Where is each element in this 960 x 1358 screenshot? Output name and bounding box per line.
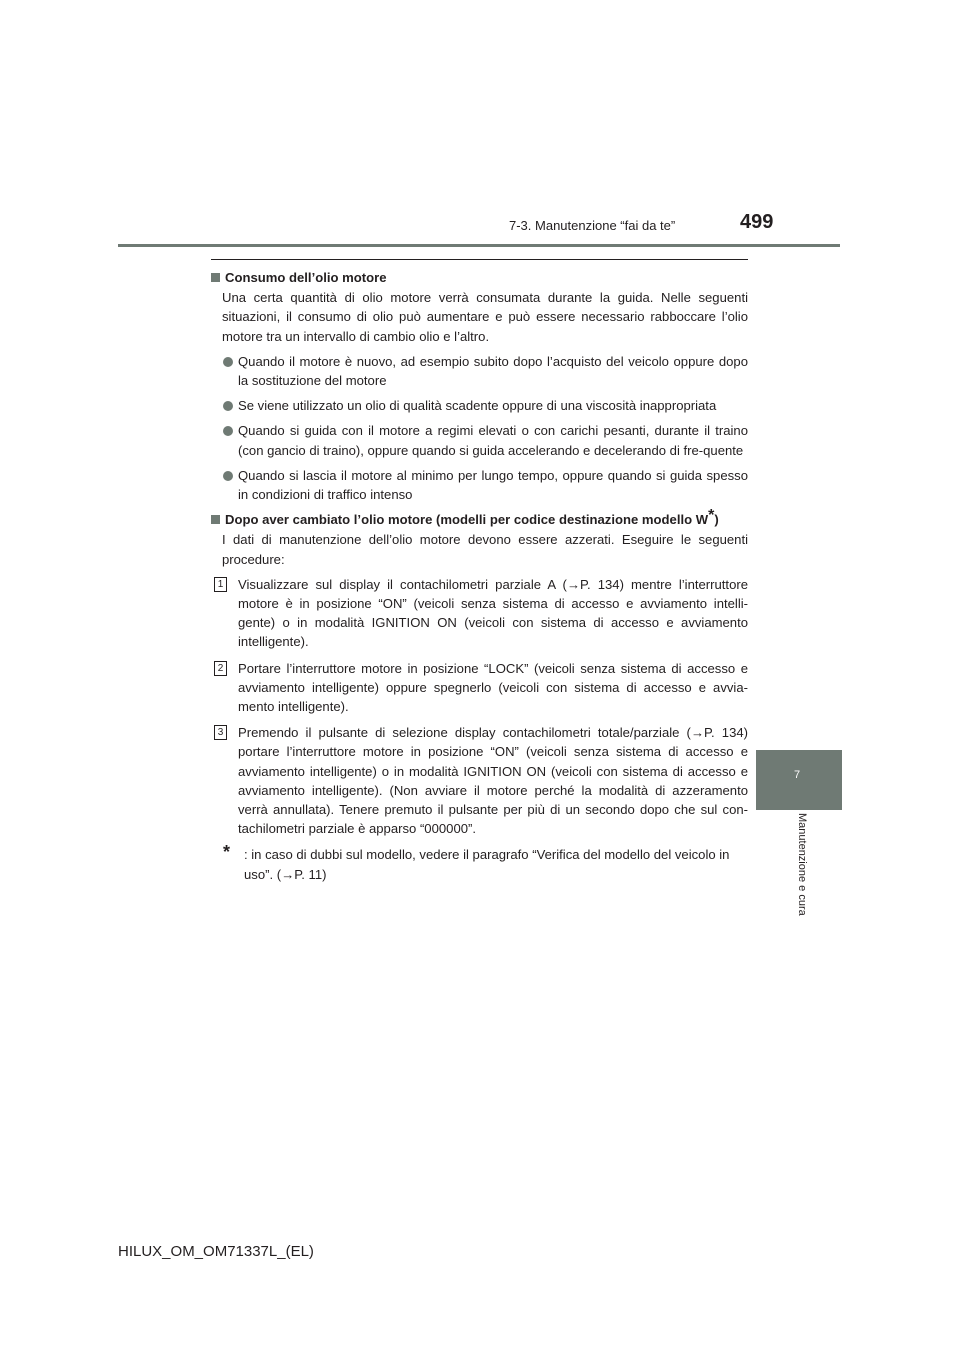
list-item-text: Quando si lascia il motore al minimo per lungo tempo, oppure quando si guida spesso in condizioni di traffico intenso	[238, 467, 748, 503]
footnote-asterisk: *	[223, 842, 231, 863]
list-item	[211, 396, 748, 415]
section-title: 7-3. Manutenzione “fai da te”	[509, 218, 676, 233]
chapter-number: 7	[794, 769, 801, 781]
step-text: Portare l’interruttore motore in posizione “LOCK” (veicoli senza sistema di accesso e avviamento intelligente) oppure spegnerlo (veicoli con sistema di accesso e avvia-mento intelligente).	[238, 660, 748, 715]
paragraph: I dati di manutenzione dell’olio motore devono essere azzerati. Eseguire le seguenti procedure:	[222, 532, 748, 567]
list-item-text: Se viene utilizzato un olio di qualità scadente oppure di una viscosità inappropriata	[238, 398, 717, 414]
section-heading-oil-reset	[211, 507, 748, 529]
square-bullet-icon	[211, 515, 220, 524]
heading-text: Dopo aver cambiato l’olio motore (modelli per codice destinazione modello W	[225, 512, 709, 528]
step-text: Visualizzare sul display il contachilometri parziale A (→P. 134) mentre l’interruttore motore è in posizione “ON” (veicoli senza sistema di accesso e avviamento intelli-gente) o in modalità IGNITION ON (veicoli con sistema di accesso e avviamento intelligente).	[238, 576, 748, 650]
list-item	[211, 421, 748, 459]
footnote	[211, 842, 748, 883]
step-item	[211, 575, 748, 652]
circle-bullet-icon	[223, 426, 233, 436]
step-number: 1	[214, 577, 227, 592]
square-bullet-icon	[211, 273, 220, 282]
list-item-text: Quando il motore è nuovo, ad esempio subito dopo l’acquisto del veicolo oppure dopo la sostituzione del motore	[238, 353, 748, 389]
header-rule	[118, 244, 840, 247]
footnote-text: : in caso di dubbi sul modello, vedere il paragrafo “Verifica del modello del veicolo in uso”. (→P. 11)	[244, 847, 730, 882]
document-code: HILUX_OM_OM71337L_(EL)	[118, 1243, 314, 1260]
section-heading-oil-consumption	[211, 268, 748, 287]
list-item	[211, 352, 748, 390]
circle-bullet-icon	[223, 471, 233, 481]
step-number: 3	[214, 725, 227, 740]
list-item-text: Quando si guida con il motore a regimi elevati o con carichi pesanti, durante il traino (con gancio di traino), oppure quando si guida accelerando e decelerando di fre-quente	[238, 423, 748, 458]
content-rule	[211, 259, 748, 260]
step-number: 2	[214, 661, 227, 676]
step-text: Premendo il pulsante di selezione display contachilometri totale/parziale (→P. 134) portare l’interruttore motore in posizione “ON” (veicoli senza sistema di accesso e avviamento intelligente) o in modalità IGNITION ON (veicoli con sistema di accesso e avviamento intelligente). (Non avviare il motore perché la modalità di azzeramento verrà annullata). Tenere premuto il pulsante per più di un secondo dopo che sul con-tachilometri parziale è apparso “000000”.	[238, 725, 748, 837]
heading-text: Consumo dell’olio motore	[225, 270, 387, 285]
circle-bullet-icon	[223, 357, 233, 367]
page-number: 499	[740, 211, 774, 233]
paragraph: Una certa quantità di olio motore verrà consumata durante la guida. Nelle seguenti situazioni, il consumo di olio può aumentare e può essere necessario rabboccare l’olio motore tra un intervallo di cambio olio e l’altro.	[222, 290, 748, 344]
page-content	[211, 268, 748, 884]
circle-bullet-icon	[223, 401, 233, 411]
heading-close: )	[714, 512, 719, 528]
step-item	[211, 723, 748, 838]
list-item	[211, 466, 748, 504]
chapter-label: Manutenzione e cura	[796, 813, 808, 916]
step-item	[211, 659, 748, 717]
asterisk-marker: *	[708, 507, 715, 525]
